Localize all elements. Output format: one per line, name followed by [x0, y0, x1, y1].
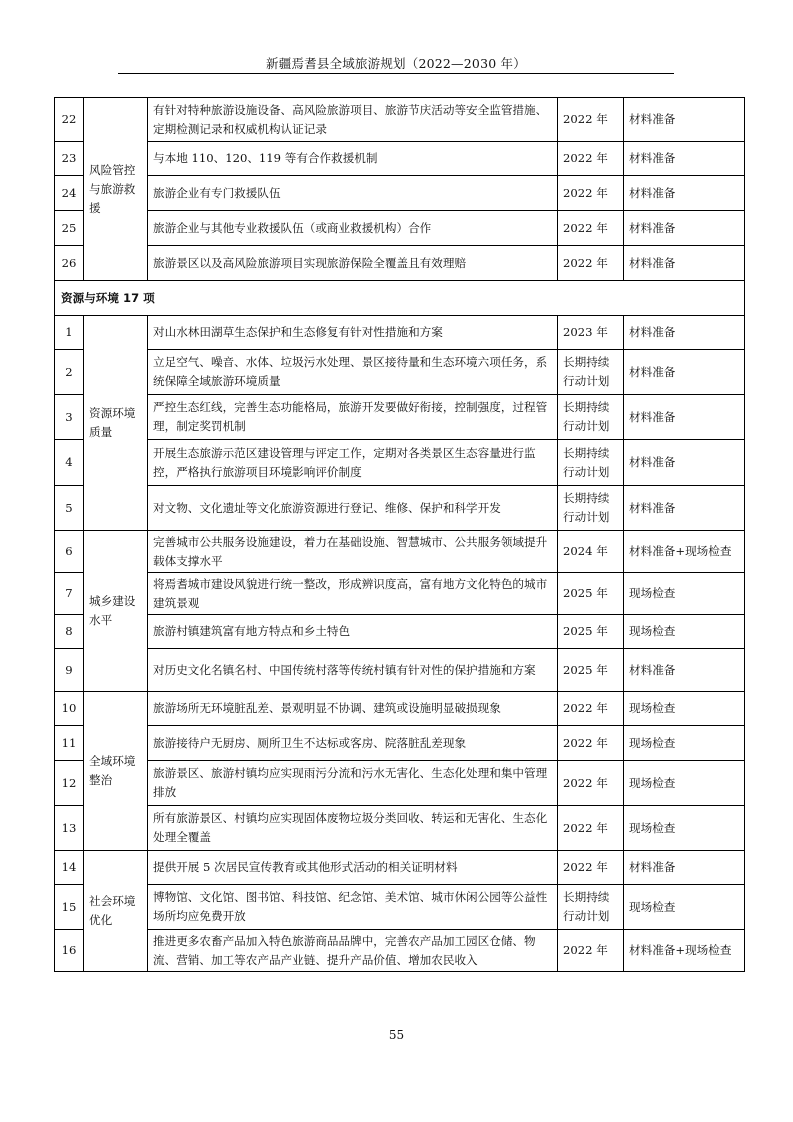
table-row — [55, 573, 745, 615]
row-deadline: 长期持续行动计划 — [558, 395, 624, 440]
table-row — [55, 486, 745, 531]
row-deadline: 2022 年 — [558, 142, 624, 176]
row-method: 材料准备 — [624, 486, 745, 531]
table-row — [55, 98, 745, 142]
row-number: 5 — [55, 486, 84, 531]
row-number: 3 — [55, 395, 84, 440]
running-header: 新疆焉耆县全域旅游规划（2022—2030 年） — [266, 56, 526, 71]
row-content: 博物馆、文化馆、图书馆、科技馆、纪念馆、美术馆、城市休闲公园等公益性场所均应免费开放 — [148, 885, 558, 930]
row-method: 材料准备 — [624, 350, 745, 395]
row-number: 6 — [55, 531, 84, 573]
row-content: 旅游企业与其他专业救援队伍（或商业救援机构）合作 — [148, 211, 558, 246]
row-deadline: 2022 年 — [558, 176, 624, 211]
row-content: 推进更多农畜产品加入特色旅游商品品牌中，完善农产品加工园区仓储、物流、营销、加工等农产品产业链、提升产品价值、增加农民收入 — [148, 930, 558, 972]
row-number: 9 — [55, 649, 84, 692]
table-row — [55, 726, 745, 761]
row-method: 现场检查 — [624, 692, 745, 726]
row-number: 15 — [55, 885, 84, 930]
table-row — [55, 211, 745, 246]
table-row — [55, 806, 745, 851]
page-number: 55 — [388, 1028, 405, 1042]
row-deadline: 2024 年 — [558, 531, 624, 573]
row-deadline: 长期持续行动计划 — [558, 440, 624, 486]
row-method: 材料准备 — [624, 246, 745, 281]
row-content: 对历史文化名镇名村、中国传统村落等传统村镇有针对性的保护措施和方案 — [148, 649, 558, 692]
table-row — [55, 350, 745, 395]
row-method: 材料准备 — [624, 440, 745, 486]
row-deadline: 2025 年 — [558, 615, 624, 649]
section-heading-row — [55, 281, 745, 316]
row-deadline: 2022 年 — [558, 246, 624, 281]
row-content: 旅游场所无环境脏乱差、景观明显不协调、建筑或设施明显破损现象 — [148, 692, 558, 726]
table-row — [55, 615, 745, 649]
row-deadline: 2022 年 — [558, 98, 624, 142]
category-cell: 全域环境整治 — [84, 692, 148, 851]
table-row — [55, 930, 745, 972]
table-row — [55, 142, 745, 176]
row-deadline: 长期持续行动计划 — [558, 350, 624, 395]
row-number: 23 — [55, 142, 84, 176]
row-number: 10 — [55, 692, 84, 726]
row-method: 材料准备 — [624, 142, 745, 176]
row-method: 现场检查 — [624, 573, 745, 615]
table-row — [55, 885, 745, 930]
table-row — [55, 851, 745, 885]
row-method: 现场检查 — [624, 615, 745, 649]
row-deadline: 2025 年 — [558, 573, 624, 615]
table-row — [55, 649, 745, 692]
row-deadline: 2023 年 — [558, 316, 624, 350]
row-content: 旅游村镇建筑富有地方特点和乡土特色 — [148, 615, 558, 649]
row-method: 材料准备 — [624, 851, 745, 885]
row-number: 8 — [55, 615, 84, 649]
row-deadline: 长期持续行动计划 — [558, 486, 624, 531]
row-method: 现场检查 — [624, 726, 745, 761]
row-method: 材料准备 — [624, 316, 745, 350]
table-row — [55, 692, 745, 726]
row-method: 材料准备 — [624, 395, 745, 440]
standards-table — [54, 97, 745, 972]
table-row — [55, 316, 745, 350]
row-deadline: 2022 年 — [558, 851, 624, 885]
category-cell: 城乡建设水平 — [84, 531, 148, 692]
row-content: 提供开展 5 次居民宣传教育或其他形式活动的相关证明材料 — [148, 851, 558, 885]
row-content: 旅游接待户无厨房、厕所卫生不达标或客房、院落脏乱差现象 — [148, 726, 558, 761]
row-content: 旅游景区以及高风险旅游项目实现旅游保险全覆盖且有效理赔 — [148, 246, 558, 281]
row-number: 13 — [55, 806, 84, 851]
row-deadline: 2022 年 — [558, 806, 624, 851]
row-content: 对文物、文化遗址等文化旅游资源进行登记、维修、保护和科学开发 — [148, 486, 558, 531]
row-deadline: 2022 年 — [558, 930, 624, 972]
row-number: 1 — [55, 316, 84, 350]
row-content: 所有旅游景区、村镇均应实现固体废物垃圾分类回收、转运和无害化、生态化处理全覆盖 — [148, 806, 558, 851]
row-content: 旅游景区、旅游村镇均应实现雨污分流和污水无害化、生态化处理和集中管理排放 — [148, 761, 558, 806]
row-method: 材料准备 — [624, 176, 745, 211]
row-content: 与本地 110、120、119 等有合作救援机制 — [148, 142, 558, 176]
row-number: 7 — [55, 573, 84, 615]
row-method: 现场检查 — [624, 885, 745, 930]
row-number: 11 — [55, 726, 84, 761]
row-content: 立足空气、噪音、水体、垃圾污水处理、景区接待量和生态环境六项任务，系统保障全域旅游环境质量 — [148, 350, 558, 395]
table-row — [55, 395, 745, 440]
row-deadline: 2022 年 — [558, 761, 624, 806]
row-content: 开展生态旅游示范区建设管理与评定工作，定期对各类景区生态容量进行监控，严格执行旅游项目环境影响评价制度 — [148, 440, 558, 486]
row-content: 完善城市公共服务设施建设，着力在基础设施、智慧城市、公共服务领域提升载体支撑水平 — [148, 531, 558, 573]
row-method: 材料准备 — [624, 211, 745, 246]
row-number: 25 — [55, 211, 84, 246]
header-rule — [118, 73, 674, 74]
row-number: 22 — [55, 98, 84, 142]
row-method: 材料准备 — [624, 649, 745, 692]
row-number: 4 — [55, 440, 84, 486]
row-number: 12 — [55, 761, 84, 806]
row-deadline: 2025 年 — [558, 649, 624, 692]
row-number: 14 — [55, 851, 84, 885]
row-method: 材料准备 — [624, 98, 745, 142]
table-row — [55, 531, 745, 573]
row-number: 2 — [55, 350, 84, 395]
row-number: 26 — [55, 246, 84, 281]
row-number: 16 — [55, 930, 84, 972]
section-heading: 资源与环境 17 项 — [55, 281, 745, 316]
row-content: 有针对特种旅游设施设备、高风险旅游项目、旅游节庆活动等安全监管措施、定期检测记录和权威机构认证记录 — [148, 98, 558, 142]
category-cell: 风险管控与旅游救援 — [84, 98, 148, 281]
row-deadline: 2022 年 — [558, 726, 624, 761]
row-content: 将焉耆城市建设风貌进行统一整改，形成辨识度高，富有地方文化特色的城市建筑景观 — [148, 573, 558, 615]
category-cell: 社会环境优化 — [84, 851, 148, 972]
table-row — [55, 761, 745, 806]
row-content: 对山水林田湖草生态保护和生态修复有针对性措施和方案 — [148, 316, 558, 350]
row-method: 现场检查 — [624, 761, 745, 806]
row-method: 材料准备+现场检查 — [624, 531, 745, 573]
row-content: 严控生态红线，完善生态功能格局，旅游开发要做好衔接，控制强度，过程管理，制定奖罚机制 — [148, 395, 558, 440]
table-row — [55, 246, 745, 281]
row-deadline: 长期持续行动计划 — [558, 885, 624, 930]
category-cell: 资源环境质量 — [84, 316, 148, 531]
row-method: 现场检查 — [624, 806, 745, 851]
row-method: 材料准备+现场检查 — [624, 930, 745, 972]
row-deadline: 2022 年 — [558, 211, 624, 246]
row-content: 旅游企业有专门救援队伍 — [148, 176, 558, 211]
table-row — [55, 176, 745, 211]
row-deadline: 2022 年 — [558, 692, 624, 726]
table-row — [55, 440, 745, 486]
row-number: 24 — [55, 176, 84, 211]
